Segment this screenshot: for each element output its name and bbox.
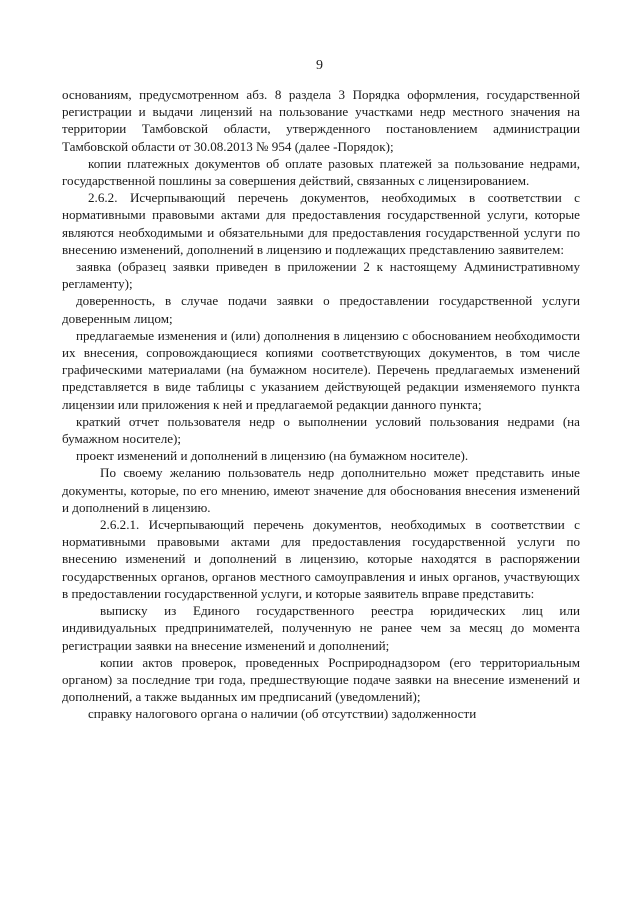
- paragraph-inspection-copies: копии актов проверок, проведенных Росприроднадзором (его территориальным органом) за последние три года, предшествующие подаче заявки на внесение изменений и дополнений, а также выданных им предписаний (уведомлений);: [62, 654, 580, 705]
- paragraph-optional-documents: По своему желанию пользователь недр дополнительно может представить иные документы, которые, по его мнению, имеют значение для обоснования внесения изменений и дополнений в лицензию.: [62, 465, 580, 515]
- paragraph-proposed-changes: предлагаемые изменения и (или) дополнения в лицензию с обоснованием необходимости их внесения, сопровождающиеся копиями соответствующих документов, в том числе графическими материалами (на бумажном носителе). Перечень предлагаемых изменений представляется в виде таблицы с указанием действующей редакции изменяемого пункта лицензии или приложения к ней и предлагаемой редакции данного пункта;: [62, 327, 580, 412]
- paragraph-2-6-2: 2.6.2. Исчерпывающий перечень документов, необходимых в соответствии с нормативными правовыми актами для предоставления государственной услуги, которые являются необходимыми и обязательными для предоставления государственной услуги по внесению изменений, дополнений в лицензию и подлежащих представлению заявителем:: [62, 190, 580, 257]
- paragraph-application: заявка (образец заявки приведен в приложении 2 к настоящему Административному регламенту);: [62, 259, 580, 292]
- paragraph-grounds: основаниям, предусмотренном абз. 8 раздела 3 Порядка оформления, государственной регистрации и выдачи лицензий на пользование участками недр местного значения на территории Тамбовской области, утвержденного постановлением администрации Тамбовской области от 30.08.2013 № 954 (далее -Порядок);: [62, 87, 580, 154]
- paragraph-draft-changes: проект изменений и дополнений в лицензию (на бумажном носителе).: [76, 448, 469, 464]
- paragraph-2-6-2-1: 2.6.2.1. Исчерпывающий перечень документов, необходимых в соответствии с нормативными правовыми актами для предоставления государственной услуги по внесению изменений и дополнений в лицензию, которые находятся в распоряжении государственных органов, органов местного самоуправления и иных органов, участвующих в предоставлении государственной услуги, и которые заявитель вправе представить:: [62, 517, 580, 601]
- paragraph-payment-copies: копии платежных документов об оплате разовых платежей за пользование недрами, государственной пошлины за совершения действий, связанных с лицензированием.: [62, 155, 580, 189]
- paragraph-short-report: краткий отчет пользователя недр о выполнении условий пользования недрами (на бумажном носителе);: [62, 413, 580, 447]
- document-body: [62, 86, 580, 723]
- paragraph-registry-extract: выписку из Единого государственного реестра юридических лиц или индивидуальных предпринимателей, полученную не ранее чем за месяц до момента регистрации заявки на внесение изменений и дополнений;: [62, 603, 580, 653]
- page-number: 9: [316, 58, 323, 73]
- paragraph-power-of-attorney: доверенность, в случае подачи заявки о предоставлении государственной услуги доверенным лицом;: [62, 293, 580, 326]
- paragraph-tax-certificate: справку налогового органа о наличии (об отсутствии) задолженности: [88, 706, 477, 722]
